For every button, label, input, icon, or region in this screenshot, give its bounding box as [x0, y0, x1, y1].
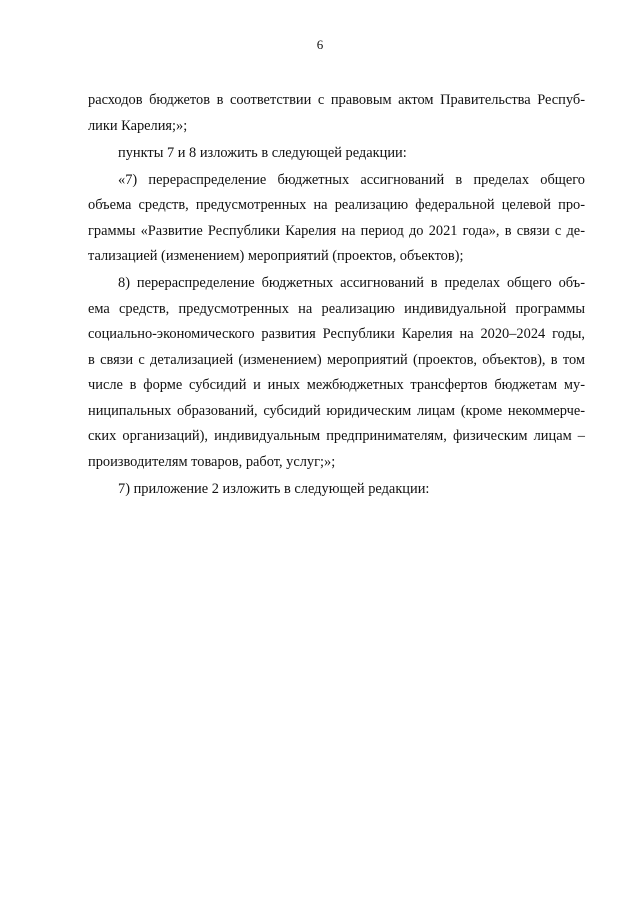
text-line: производителям товаров, работ, услуг;»; — [88, 453, 336, 470]
text-line: в связи с детализацией (изменением) мероприятий (проектов, объектов), в том — [88, 351, 585, 368]
text-line: ниципальных образований, субсидий юридическим лицам (кроме некоммерче- — [88, 402, 585, 419]
text-line: пункты 7 и 8 изложить в следующей редакции: — [118, 144, 407, 161]
paragraph-points-7-8 — [88, 141, 585, 167]
text-line: ских организаций), индивидуальным предпринимателям, физическим лицам – — [88, 428, 585, 444]
document-body — [88, 88, 585, 502]
text-line: граммы «Развитие Республики Карелия на период до 2021 года», в связи с де- — [88, 222, 585, 239]
page-number: 6 — [316, 37, 324, 52]
text-line: социально-экономического развития Республики Карелия на 2020–2024 годы, — [88, 326, 585, 342]
text-line: «7) перераспределение бюджетных ассигнований в пределах общего — [118, 171, 585, 188]
text-line: 7) приложение 2 изложить в следующей редакции: — [118, 480, 430, 497]
text-line: ема средств, предусмотренных на реализацию индивидуальной программы — [88, 300, 585, 317]
paragraph-appendix-2 — [88, 477, 585, 503]
text-line: расходов бюджетов в соответствии с правовым актом Правительства Респуб- — [88, 92, 585, 108]
paragraph-item-8 — [88, 271, 585, 475]
text-line: объема средств, предусмотренных на реализацию федеральной целевой про- — [88, 197, 585, 213]
text-line: тализацией (изменением) мероприятий (проектов, объектов); — [88, 248, 464, 264]
text-line: числе в форме субсидий и иных межбюджетных трансфертов бюджетам му- — [88, 377, 585, 393]
paragraph-continuation — [88, 88, 585, 139]
text-line: лики Карелия;»; — [88, 117, 188, 134]
paragraph-item-7 — [88, 168, 585, 270]
text-line: 8) перераспределение бюджетных ассигнований в пределах общего объ- — [118, 275, 585, 291]
